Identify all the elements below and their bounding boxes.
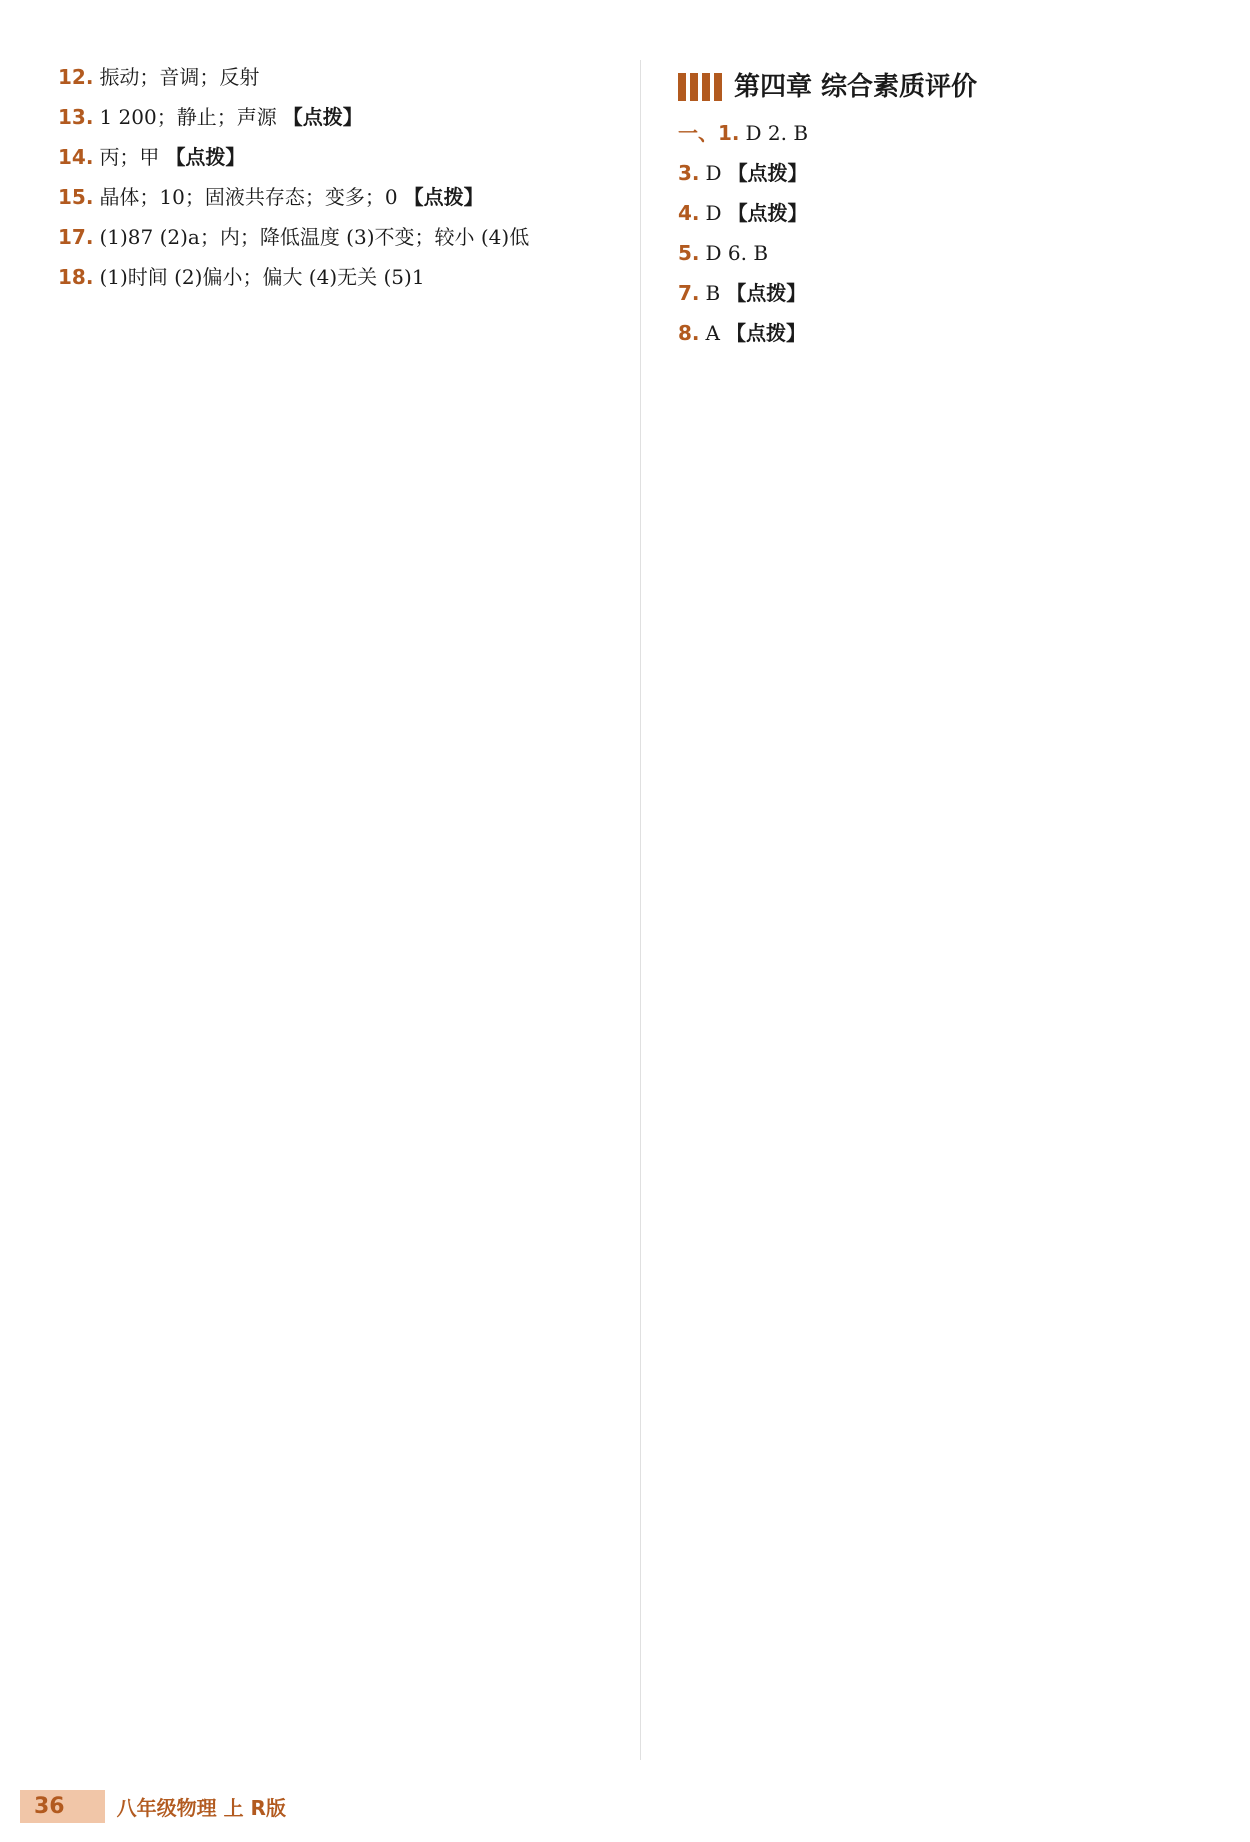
hint-label: 【点拨】 [727, 161, 808, 185]
answer-item [678, 276, 1218, 310]
hint-label: 【点拨】 [165, 145, 246, 169]
answer-item [678, 116, 1218, 150]
chapter-bars-icon [678, 73, 722, 101]
item-text: (1)87 (2)a；内；降低温度 (3)不变；较小 (4)低 [99, 225, 530, 249]
answer-item [58, 180, 598, 214]
hint-label: 【点拨】 [403, 185, 484, 209]
item-text: A [705, 321, 720, 345]
item-number: 13. [58, 105, 94, 129]
item-number: 3. [678, 161, 700, 185]
answer-item [678, 236, 1218, 270]
item-text: B [705, 281, 721, 305]
item-number: 8. [678, 321, 700, 345]
column-divider [640, 60, 641, 1760]
answer-item [678, 316, 1218, 350]
item-number: 17. [58, 225, 94, 249]
answer-item [678, 196, 1218, 230]
right-column [678, 60, 1218, 356]
page-footer [20, 1786, 286, 1826]
hint-label: 【点拨】 [727, 201, 808, 225]
page-number: 36 [20, 1790, 105, 1823]
item-number: 12. [58, 65, 94, 89]
item-number: 5. [678, 241, 700, 265]
item-number: 14. [58, 145, 94, 169]
item-text: D 6. B [705, 241, 769, 265]
item-text: 晶体；10；固液共存态；变多；0 [99, 185, 398, 209]
item-text: D [705, 161, 722, 185]
item-text: 1 200；静止；声源 [99, 105, 277, 129]
item-text: 振动；音调；反射 [99, 65, 260, 89]
chapter-title: 第四章 综合素质评价 [734, 72, 978, 102]
book-title: 八年级物理 上 R版 [116, 1795, 286, 1820]
answer-item [58, 60, 598, 94]
item-number: 4. [678, 201, 700, 225]
item-number: 7. [678, 281, 700, 305]
item-text: (1)时间 (2)偏小；偏大 (4)无关 (5)1 [99, 265, 425, 289]
answer-item [58, 220, 598, 254]
item-text: 丙；甲 [99, 145, 160, 169]
answer-item [58, 100, 598, 134]
item-number: 15. [58, 185, 94, 209]
left-column [58, 60, 598, 300]
item-text: D [705, 201, 722, 225]
answer-item [58, 140, 598, 174]
item-number: 18. [58, 265, 94, 289]
answer-item [678, 156, 1218, 190]
item-text: D 2. B [745, 121, 809, 145]
chapter-heading [678, 70, 1218, 104]
answer-item [58, 260, 598, 294]
item-number: 一、1. [678, 121, 740, 145]
hint-label: 【点拨】 [726, 281, 807, 305]
hint-label: 【点拨】 [725, 321, 806, 345]
hint-label: 【点拨】 [282, 105, 363, 129]
